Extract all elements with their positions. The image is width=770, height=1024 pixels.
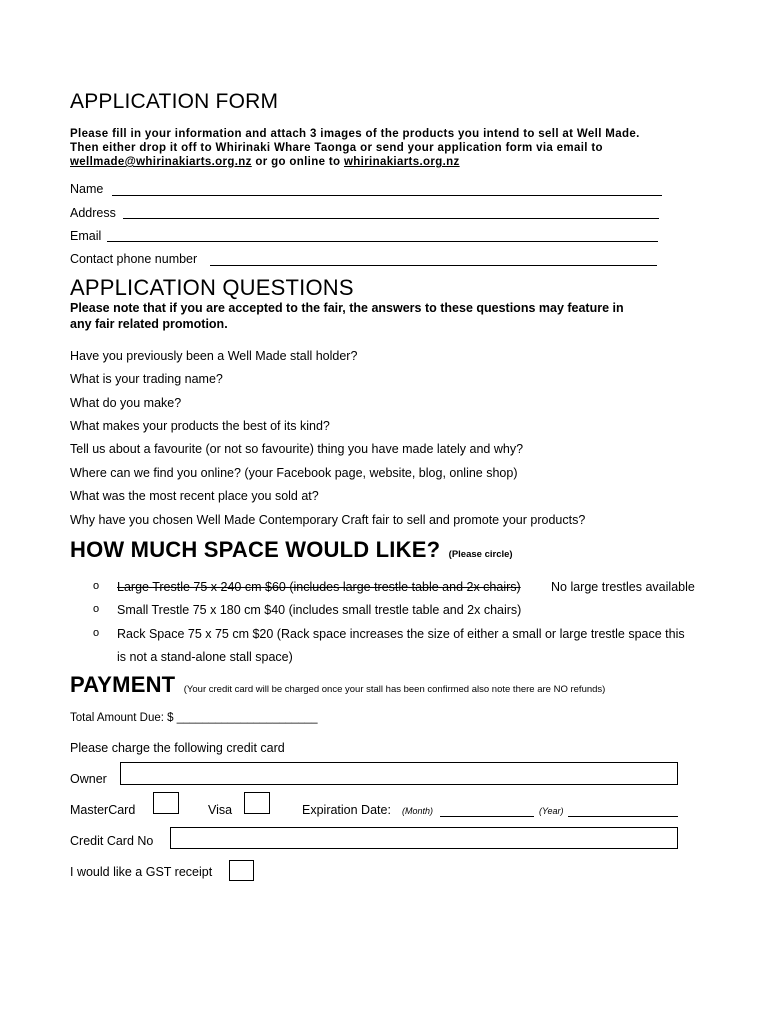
year-line[interactable] — [568, 816, 678, 817]
expiration-label: Expiration Date: — [302, 803, 391, 817]
gst-label: I would like a GST receipt — [70, 865, 213, 879]
question-2: What is your trading name? — [70, 372, 223, 386]
address-line[interactable] — [123, 218, 659, 219]
gst-checkbox[interactable] — [229, 860, 254, 881]
questions-heading: APPLICATION QUESTIONS — [70, 275, 354, 300]
large-unavailable-note: No large trestles available — [551, 580, 695, 594]
option-small-trestle[interactable]: Small Trestle 75 x 180 cm $40 (includes small trestle table and 2x chairs) — [117, 603, 522, 617]
question-4: What makes your products the best of its kind? — [70, 419, 330, 433]
space-heading-row — [70, 537, 513, 563]
question-7: What was the most recent place you sold at? — [70, 489, 319, 503]
mastercard-label: MasterCard — [70, 803, 136, 817]
month-label: (Month) — [402, 806, 434, 816]
website-link[interactable]: whirinakiarts.org.nz — [343, 156, 460, 168]
card-number-input[interactable] — [170, 827, 678, 849]
payment-heading-row — [70, 672, 605, 698]
charge-card-label: Please charge the following credit card — [70, 741, 285, 755]
bullet-large[interactable]: o — [93, 580, 100, 592]
intro-line-2: Then either drop it off to Whirinaki Whare Taonga or send your application form via email to — [70, 142, 603, 154]
payment-heading: PAYMENT — [70, 672, 176, 697]
name-line[interactable] — [112, 195, 662, 196]
bullet-rack[interactable]: o — [93, 627, 100, 639]
payment-note: (Your credit card will be charged once your stall has been confirmed also note there are NO refunds) — [183, 684, 606, 695]
option-rack-space[interactable]: Rack Space 75 x 75 cm $20 (Rack space increases the size of either a small or large trestle space this — [117, 627, 685, 641]
question-8: Why have you chosen Well Made Contemporary Craft fair to sell and promote your products? — [70, 513, 586, 527]
questions-note-line-1: Please note that if you are accepted to the fair, the answers to these questions may feature in — [70, 301, 624, 315]
option-large-trestle: Large Trestle 75 x 240 cm $60 (includes large trestle table and 2x chairs) — [117, 580, 521, 594]
option-rack-space-cont: is not a stand-alone stall space) — [117, 650, 293, 664]
email-label: Email — [70, 229, 102, 243]
owner-input[interactable] — [120, 762, 678, 785]
intro-line-1: Please fill in your information and attach 3 images of the products you intend to sell at Well Made. — [70, 128, 640, 140]
phone-line[interactable] — [210, 265, 657, 266]
intro-line-3 — [70, 155, 750, 169]
bullet-small[interactable]: o — [93, 603, 100, 615]
intro-or-text: or go online to — [251, 156, 344, 168]
space-heading: HOW MUCH SPACE WOULD LIKE? — [70, 537, 441, 562]
page-title: APPLICATION FORM — [70, 90, 279, 113]
question-1: Have you previously been a Well Made stall holder? — [70, 349, 358, 363]
visa-checkbox[interactable] — [244, 792, 270, 814]
mastercard-checkbox[interactable] — [153, 792, 179, 814]
phone-label: Contact phone number — [70, 252, 198, 266]
questions-note — [70, 300, 760, 332]
question-5: Tell us about a favourite (or not so favourite) thing you have made lately and why? — [70, 442, 524, 456]
address-label: Address — [70, 206, 116, 220]
total-amount[interactable]: Total Amount Due: $ ______________________ — [70, 712, 318, 724]
question-3: What do you make? — [70, 396, 182, 410]
owner-label: Owner — [70, 772, 107, 786]
email-link[interactable]: wellmade@whirinakiarts.org.nz — [70, 156, 252, 168]
intro-text — [70, 127, 750, 169]
space-hint: (Please circle) — [448, 549, 513, 560]
question-6: Where can we find you online? (your Facebook page, website, blog, online shop) — [70, 466, 518, 480]
questions-note-line-2: any fair related promotion. — [70, 317, 228, 331]
card-number-label: Credit Card No — [70, 834, 154, 848]
name-label: Name — [70, 182, 104, 196]
email-line[interactable] — [107, 241, 658, 242]
year-label: (Year) — [539, 806, 564, 816]
month-line[interactable] — [440, 816, 534, 817]
visa-label: Visa — [208, 803, 233, 817]
